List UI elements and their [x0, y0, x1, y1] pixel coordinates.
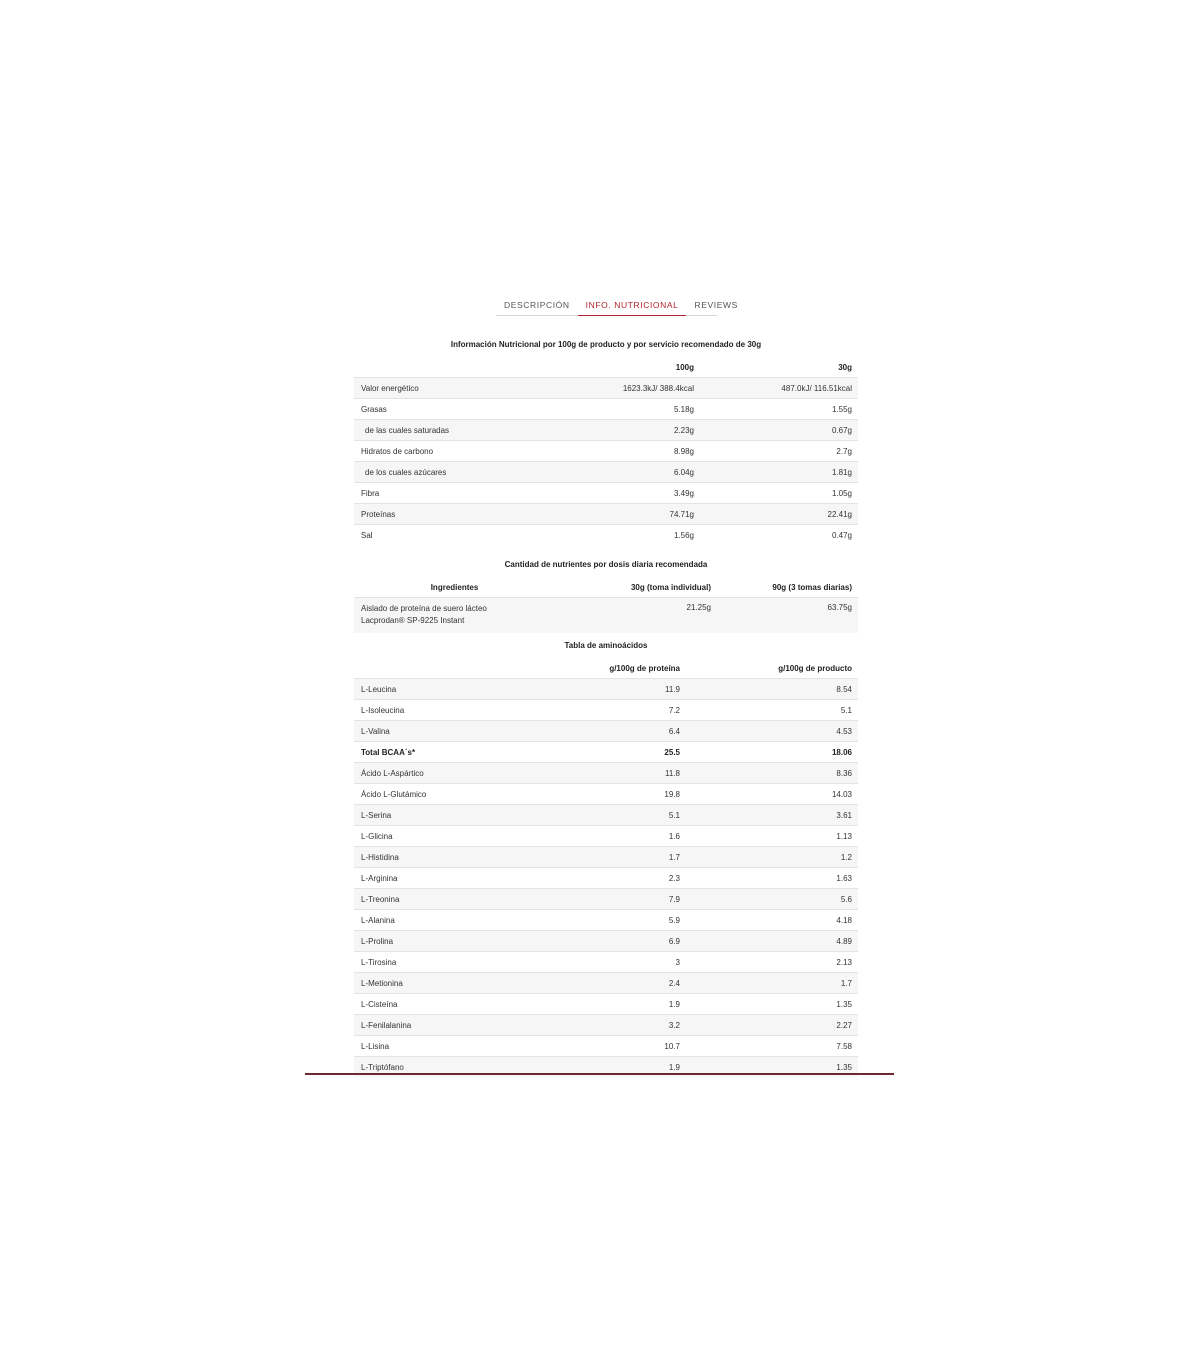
dose-header-row: [354, 577, 858, 598]
amino-row-value-2: 1.13: [686, 826, 858, 847]
amino-row-value-1: 5.1: [554, 805, 686, 826]
amino-row-value-2: 3.61: [686, 805, 858, 826]
amino-row-name: Ácido L-Glutámico: [354, 784, 554, 805]
amino-row-name: L-Triptófano: [354, 1057, 554, 1078]
amino-row-value-2: 1.63: [686, 868, 858, 889]
nutrition-row-name: de los cuales azúcares: [354, 462, 554, 483]
nutrition-row-value-1: 74.71g: [554, 504, 700, 525]
amino-row: [354, 952, 858, 973]
amino-row-value-2: 4.53: [686, 721, 858, 742]
nutrition-row-value-1: 2.23g: [554, 420, 700, 441]
amino-row: [354, 910, 858, 931]
amino-row-value-2: 1.2: [686, 847, 858, 868]
nutrition-row-name: de las cuales saturadas: [354, 420, 554, 441]
amino-row-value-1: 7.2: [554, 700, 686, 721]
nutrition-row: [354, 525, 858, 546]
amino-row-name: L-Valina: [354, 721, 554, 742]
amino-row-name: L-Alanina: [354, 910, 554, 931]
nutrition-header-30g: 30g: [838, 362, 852, 372]
nutrition-row-value-2: 1.55g: [700, 399, 858, 420]
amino-row-value-1: 10.7: [554, 1036, 686, 1057]
amino-header-name: [354, 658, 554, 679]
nutrition-row-name: Sal: [354, 525, 554, 546]
amino-row-value-1: 5.9: [554, 910, 686, 931]
nutrition-row-name: Fibra: [354, 483, 554, 504]
amino-row-name: L-Arginina: [354, 868, 554, 889]
amino-row: [354, 889, 858, 910]
amino-row-value-1: 7.9: [554, 889, 686, 910]
dose-header-30g: 30g (toma individual): [630, 582, 711, 592]
amino-row-value-1: 11.9: [554, 679, 686, 700]
amino-row-value-2: 4.18: [686, 910, 858, 931]
amino-row-value-1: 1.7: [554, 847, 686, 868]
amino-row-name: L-Glicina: [354, 826, 554, 847]
nutrition-row-value-2: 1.05g: [700, 483, 858, 504]
dose-table-title: Cantidad de nutrientes por dosis diaria recomendada: [504, 560, 708, 569]
amino-row-value-1: 2.4: [554, 973, 686, 994]
amino-header-product: g/100g de producto: [778, 663, 852, 673]
dose-table: [354, 577, 858, 633]
amino-row-value-2: 5.6: [686, 889, 858, 910]
amino-row-value-1: 1.6: [554, 826, 686, 847]
amino-row: [354, 679, 858, 700]
nutrition-table: [354, 357, 858, 545]
nutrition-row-name: Hidratos de carbono: [354, 441, 554, 462]
amino-row-value-2: 2.13: [686, 952, 858, 973]
amino-row-value-1: 6.4: [554, 721, 686, 742]
nutrition-row-value-1: 1.56g: [554, 525, 700, 546]
amino-row-value-1: 11.8: [554, 763, 686, 784]
amino-row-value-2: 8.54: [686, 679, 858, 700]
amino-row-name: L-Histidina: [354, 847, 554, 868]
amino-row-value-1: 3: [554, 952, 686, 973]
amino-row: [354, 994, 858, 1015]
nutrition-row-value-2: 0.67g: [700, 420, 858, 441]
amino-row-value-2: 5.1: [686, 700, 858, 721]
amino-row-value-1: 3.2: [554, 1015, 686, 1036]
amino-row: [354, 784, 858, 805]
dose-value-90g: 63.75g: [717, 598, 858, 634]
dose-row: [354, 598, 858, 634]
dose-section: [354, 557, 858, 633]
nutrition-row-value-2: 2.7g: [700, 441, 858, 462]
nutrition-row: [354, 504, 858, 525]
nutrition-row-value-1: 5.18g: [554, 399, 700, 420]
amino-row-value-2: 1.7: [686, 973, 858, 994]
amino-row: [354, 826, 858, 847]
dose-value-30g: 21.25g: [554, 598, 717, 634]
amino-row-name: L-Prolina: [354, 931, 554, 952]
amino-body: [354, 679, 858, 1078]
nutrition-row: [354, 462, 858, 483]
nutrition-row-value-1: 3.49g: [554, 483, 700, 504]
amino-row-value-2: 4.89: [686, 931, 858, 952]
amino-row-value-2: 18.06: [686, 742, 858, 763]
amino-row-value-2: 7.58: [686, 1036, 858, 1057]
nutrition-row-value-2: 487.0kJ/ 116.51kcal: [700, 378, 858, 399]
tab-info-nutricional[interactable]: INFO. NUTRICIONAL: [578, 296, 687, 316]
amino-row-name: L-Fenilalanina: [354, 1015, 554, 1036]
dose-header-90g: 90g (3 tomas diarias): [772, 582, 852, 592]
amino-row-value-1: 19.8: [554, 784, 686, 805]
amino-row-value-1: 1.9: [554, 1057, 686, 1078]
amino-row: [354, 721, 858, 742]
amino-row: [354, 931, 858, 952]
amino-row: [354, 700, 858, 721]
amino-row-name: L-Treonina: [354, 889, 554, 910]
amino-row: [354, 973, 858, 994]
amino-row-value-2: 1.35: [686, 1057, 858, 1078]
amino-row-value-1: 2.3: [554, 868, 686, 889]
nutrition-header-100g: 100g: [675, 362, 694, 372]
nutrition-table-title: Información Nutricional por 100g de producto y por servicio recomendado de 30g: [450, 340, 762, 349]
amino-row-name: L-Tirosina: [354, 952, 554, 973]
nutrition-row-value-1: 1623.3kJ/ 388.4kcal: [554, 378, 700, 399]
nutrition-section: [354, 337, 858, 545]
amino-table: [354, 658, 858, 1077]
amino-row: [354, 805, 858, 826]
amino-row-value-1: 6.9: [554, 931, 686, 952]
nutrition-row-value-1: 8.98g: [554, 441, 700, 462]
nutrition-row-value-2: 0.47g: [700, 525, 858, 546]
amino-row-value-1: 25.5: [554, 742, 686, 763]
nutrition-row: [354, 378, 858, 399]
nutrition-row: [354, 420, 858, 441]
amino-row: [354, 1036, 858, 1057]
amino-row: [354, 1015, 858, 1036]
nutrition-row: [354, 441, 858, 462]
product-tabs: [496, 296, 738, 316]
nutrition-row-name: Proteínas: [354, 504, 554, 525]
dose-header-ingredientes: Ingredientes: [430, 582, 479, 592]
tab-descripcion[interactable]: DESCRIPCIÓN: [504, 300, 570, 310]
amino-row-value-1: 1.9: [554, 994, 686, 1015]
amino-row-value-2: 1.35: [686, 994, 858, 1015]
dose-ingredient-line1: Aislado de proteína de suero lácteo: [361, 604, 487, 613]
nutrition-row-name: Grasas: [354, 399, 554, 420]
nutrition-header-name: [354, 357, 554, 378]
nutrition-header-row: [354, 357, 858, 378]
tab-reviews[interactable]: REVIEWS: [694, 300, 738, 310]
nutrition-row-value-1: 6.04g: [554, 462, 700, 483]
dose-ingredient-cell: [354, 598, 554, 634]
amino-row-name: Ácido L-Aspártico: [354, 763, 554, 784]
amino-row: [354, 847, 858, 868]
amino-row-name: L-Leucina: [354, 679, 554, 700]
amino-row-name: L-Serina: [354, 805, 554, 826]
amino-row: [354, 763, 858, 784]
nutrition-row-value-2: 1.81g: [700, 462, 858, 483]
amino-row-name: L-Metionina: [354, 973, 554, 994]
amino-row: [354, 742, 858, 763]
amino-row-name: L-Isoleucina: [354, 700, 554, 721]
amino-header-protein: g/100g de proteína: [609, 663, 680, 673]
nutrition-row-name: Valor energético: [354, 378, 554, 399]
amino-table-title: Tabla de aminoácidos: [564, 641, 648, 650]
amino-header-row: [354, 658, 858, 679]
section-bottom-divider: [305, 1073, 894, 1075]
amino-row-value-2: 14.03: [686, 784, 858, 805]
amino-row-value-2: 2.27: [686, 1015, 858, 1036]
nutrition-row: [354, 483, 858, 504]
amino-row: [354, 868, 858, 889]
amino-row-name: Total BCAA´s*: [354, 742, 554, 763]
amino-section: [354, 638, 858, 1077]
nutrition-body: [354, 378, 858, 546]
nutrition-row-value-2: 22.41g: [700, 504, 858, 525]
dose-ingredient-line2: Lacprodan® SP-9225 Instant: [361, 616, 465, 625]
amino-row-value-2: 8.36: [686, 763, 858, 784]
amino-row-name: L-Lisina: [354, 1036, 554, 1057]
amino-row-name: L-Cisteína: [354, 994, 554, 1015]
nutrition-row: [354, 399, 858, 420]
